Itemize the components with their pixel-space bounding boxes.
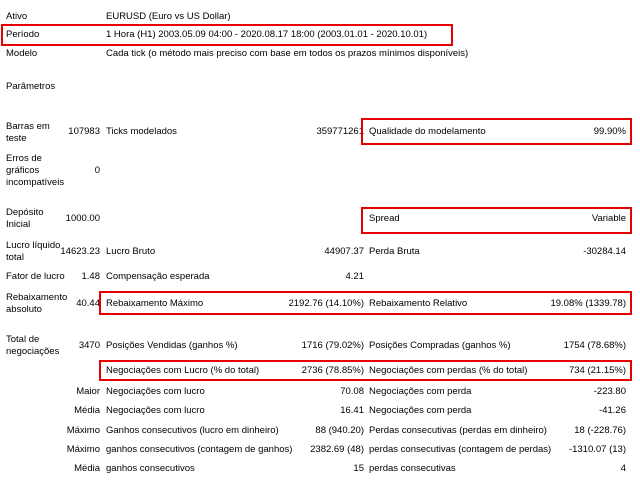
detail-left-value: 70.08 bbox=[340, 386, 364, 397]
detail-left-label: ganhos consecutivos (contagem de ganhos) bbox=[106, 444, 293, 455]
neg-lucro-label: Negociações com Lucro (% do total) bbox=[106, 365, 260, 376]
lucro-bruto-label: Lucro Bruto bbox=[106, 246, 156, 257]
detail-prefix: Máximo bbox=[66, 425, 100, 436]
ticks-value: 359771261 bbox=[316, 126, 364, 137]
total-label-1: Total de bbox=[6, 334, 40, 345]
neg-perda-value: 734 (21.15%) bbox=[568, 365, 626, 376]
lucro-value: 14623.23 bbox=[60, 246, 100, 257]
vendidas-value: 1716 (79.02%) bbox=[301, 340, 364, 351]
detail-right-value: -41.26 bbox=[599, 405, 626, 416]
detail-right-label: Negociações com perda bbox=[369, 386, 472, 397]
compensacao-label: Compensação esperada bbox=[106, 271, 210, 282]
lucro-label-2: total bbox=[6, 252, 24, 263]
modelo-value: Cada tick (o método mais preciso com base em todos os prazos mínimos disponíveis) bbox=[106, 48, 469, 59]
total-label-2: negociações bbox=[6, 346, 60, 357]
detail-left-value: 16.41 bbox=[340, 405, 364, 416]
qualidade-label: Qualidade do modelamento bbox=[369, 126, 486, 137]
detail-right-value: 18 (-228.76) bbox=[574, 425, 626, 436]
detail-left-label: Negociações com lucro bbox=[106, 386, 205, 397]
lucro-bruto-value: 44907.37 bbox=[324, 246, 364, 257]
detail-left-label: Negociações com lucro bbox=[106, 405, 205, 416]
perda-bruta-label: Perda Bruta bbox=[369, 246, 420, 257]
detail-prefix: Média bbox=[74, 463, 100, 474]
compradas-label: Posições Compradas (ganhos %) bbox=[369, 340, 511, 351]
total-value: 3470 bbox=[78, 340, 100, 351]
erros-value: 0 bbox=[94, 165, 100, 176]
vendidas-label: Posições Vendidas (ganhos %) bbox=[106, 340, 238, 351]
erros-label-1: Erros de bbox=[6, 153, 42, 164]
detail-right-value: -223.80 bbox=[593, 386, 626, 397]
detail-right-label: Perdas consecutivas (perdas em dinheiro) bbox=[369, 425, 547, 436]
rebaixamento-highlight-box bbox=[99, 291, 632, 315]
detail-right-label: perdas consecutivas bbox=[369, 463, 456, 474]
barras-label-2: teste bbox=[6, 133, 27, 144]
perda-bruta-value: -30284.14 bbox=[583, 246, 626, 257]
negociacoes-highlight-box bbox=[99, 360, 632, 381]
fator-label: Fator de lucro bbox=[6, 271, 65, 282]
detail-left-value: 88 (940.20) bbox=[315, 425, 364, 436]
detail-right-value: 4 bbox=[620, 463, 626, 474]
detail-prefix: Maior bbox=[76, 386, 100, 397]
periodo-value: 1 Hora (H1) 2003.05.09 04:00 - 2020.08.17 18:00 (2003.01.01 - 2020.10.01) bbox=[106, 29, 428, 40]
detail-prefix: Média bbox=[74, 405, 100, 416]
parametros-label: Parâmetros bbox=[6, 81, 56, 92]
rebaix-max-value: 2192.76 (14.10%) bbox=[288, 298, 364, 309]
detail-right-label: Negociações com perda bbox=[369, 405, 472, 416]
detail-prefix: Máximo bbox=[66, 444, 100, 455]
detail-left-label: ganhos consecutivos bbox=[106, 463, 195, 474]
qualidade-highlight-box bbox=[361, 118, 632, 145]
deposito-value: 1000.00 bbox=[65, 213, 100, 224]
ativo-label: Ativo bbox=[6, 11, 28, 22]
detail-left-value: 2382.69 (48) bbox=[310, 444, 364, 455]
deposito-label-1: Depósito bbox=[6, 207, 44, 218]
detail-left-value: 15 bbox=[353, 463, 364, 474]
spread-value: Variable bbox=[591, 213, 626, 224]
spread-label: Spread bbox=[369, 213, 400, 224]
ativo-value: EURUSD (Euro vs US Dollar) bbox=[106, 11, 231, 22]
rebaix-abs-value: 40.44 bbox=[76, 298, 100, 309]
rebaix-rel-value: 19.08% (1339.78) bbox=[550, 298, 626, 309]
detail-right-label: perdas consecutivas (contagem de perdas) bbox=[369, 444, 552, 455]
deposito-label-2: Inicial bbox=[6, 219, 31, 230]
barras-label-1: Barras em bbox=[6, 121, 50, 132]
rebaix-max-label: Rebaixamento Máximo bbox=[106, 298, 204, 309]
fator-value: 1.48 bbox=[81, 271, 100, 282]
periodo-highlight-box bbox=[1, 24, 453, 46]
erros-label-3: incompatíveis bbox=[6, 177, 65, 188]
lucro-label-1: Lucro líquido bbox=[6, 240, 61, 251]
detail-right-value: -1310.07 (13) bbox=[568, 444, 626, 455]
neg-perda-label: Negociações com perdas (% do total) bbox=[369, 365, 528, 376]
compradas-value: 1754 (78.68%) bbox=[563, 340, 626, 351]
neg-lucro-value: 2736 (78.85%) bbox=[301, 365, 364, 376]
barras-value: 107983 bbox=[68, 126, 100, 137]
periodo-label: Período bbox=[6, 29, 40, 40]
spread-highlight-box bbox=[361, 207, 632, 234]
modelo-label: Modelo bbox=[6, 48, 38, 59]
rebaix-rel-label: Rebaixamento Relativo bbox=[369, 298, 468, 309]
ticks-label: Ticks modelados bbox=[106, 126, 177, 137]
rebaix-abs-label-2: absoluto bbox=[6, 304, 42, 315]
erros-label-2: gráficos bbox=[6, 165, 40, 176]
compensacao-value: 4.21 bbox=[345, 271, 364, 282]
qualidade-value: 99.90% bbox=[593, 126, 626, 137]
rebaix-abs-label-1: Rebaixamento bbox=[6, 292, 68, 303]
detail-left-label: Ganhos consecutivos (lucro em dinheiro) bbox=[106, 425, 279, 436]
